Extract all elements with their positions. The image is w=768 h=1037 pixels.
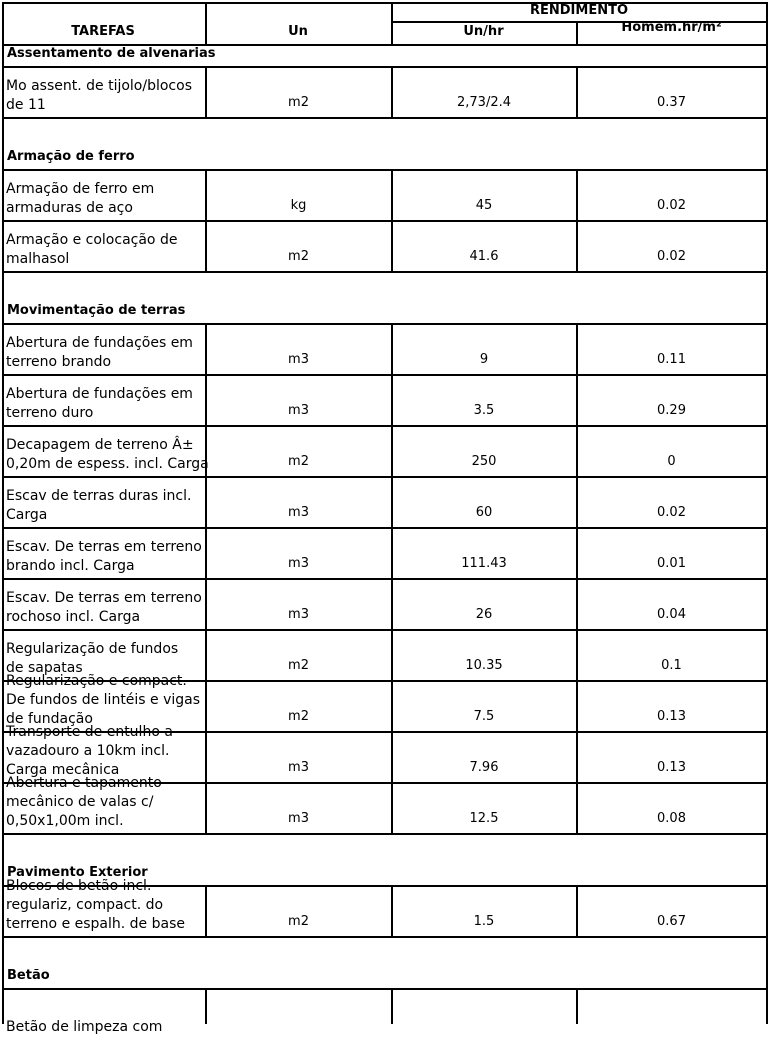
grid-line — [2, 117, 768, 119]
homem-hr-cell: 0.11 — [657, 352, 686, 367]
unit-cell: m2 — [288, 658, 309, 673]
grid-line — [205, 476, 207, 527]
grid-line — [205, 425, 207, 476]
header-tarefas: TAREFAS — [71, 24, 135, 39]
task-line: terreno e espalh. de base — [6, 916, 185, 932]
task-line: Carga — [6, 507, 48, 523]
section-title: Assentamento de alvenarias — [7, 46, 216, 61]
un-hr-cell: 111.43 — [461, 556, 507, 571]
grid-line — [205, 782, 207, 833]
grid-line — [576, 220, 578, 271]
grid-line — [205, 578, 207, 629]
grid-line — [2, 833, 768, 835]
task-line: Betão de limpeza com — [6, 1019, 163, 1035]
grid-line — [391, 629, 393, 680]
unit-cell: m3 — [288, 811, 309, 826]
un-hr-cell: 60 — [475, 505, 493, 520]
grid-line — [2, 936, 768, 938]
task-description — [2, 529, 204, 576]
grid-line — [391, 578, 393, 629]
task-description — [2, 171, 204, 218]
section-title: Armação de ferro — [7, 149, 135, 164]
task-line: Transporte de entulho a — [6, 724, 173, 740]
grid-line — [576, 21, 578, 44]
task-line: Regularização de fundos — [6, 641, 179, 657]
unit-cell: m3 — [288, 760, 309, 775]
task-description — [2, 427, 209, 474]
task-line: Escav. De terras em terreno — [6, 539, 202, 555]
header-un-hr: Un/hr — [463, 24, 504, 39]
task-line: Regularização e compact. — [6, 673, 187, 689]
task-description — [2, 631, 204, 678]
task-line: rochoso incl. Carga — [6, 609, 141, 625]
un-hr-cell: 9 — [479, 352, 489, 367]
task-line: Abertura e tapamento — [6, 775, 162, 791]
homem-hr-cell: 0.02 — [657, 198, 686, 213]
homem-hr-cell: 0.02 — [657, 505, 686, 520]
grid-line — [391, 323, 393, 374]
grid-line — [576, 476, 578, 527]
homem-hr-cell: 0.13 — [657, 709, 686, 724]
grid-line — [205, 66, 207, 117]
grid-line — [391, 885, 393, 936]
un-hr-cell: 1.5 — [473, 914, 495, 929]
grid-line — [391, 527, 393, 578]
grid-line — [576, 578, 578, 629]
grid-line — [576, 66, 578, 117]
grid-line — [391, 988, 393, 1024]
grid-line — [205, 374, 207, 425]
grid-line — [576, 988, 578, 1024]
homem-hr-cell — [578, 1017, 765, 1035]
grid-line — [391, 2, 393, 44]
grid-line — [205, 527, 207, 578]
un-hr-cell: 7.96 — [469, 760, 499, 775]
un-hr-cell: 41.6 — [469, 249, 499, 264]
grid-line — [576, 169, 578, 220]
task-line: Armação e colocação de — [6, 232, 178, 248]
section-title: Betão — [7, 968, 50, 983]
header-un: Un — [288, 24, 308, 39]
grid-line — [576, 782, 578, 833]
task-line: brando incl. Carga — [6, 558, 135, 574]
un-hr-cell — [393, 1017, 575, 1035]
unit-cell — [207, 1017, 390, 1035]
un-hr-cell: 3.5 — [473, 403, 495, 418]
grid-line — [205, 885, 207, 936]
unit-cell: m3 — [288, 607, 309, 622]
grid-line — [391, 66, 393, 117]
task-line: de fundação — [6, 711, 93, 727]
task-line: mecânico de valas c/ — [6, 794, 154, 810]
task-line: malhasol — [6, 251, 70, 267]
homem-hr-cell: 0.37 — [657, 95, 686, 110]
task-line: Carga mecânica — [6, 762, 120, 778]
header-rendimento: RENDIMENTO — [529, 3, 628, 18]
grid-line — [205, 629, 207, 680]
unit-cell: m2 — [288, 249, 309, 264]
grid-line — [205, 323, 207, 374]
task-line: Escav. De terras em terreno — [6, 590, 202, 606]
task-description — [2, 724, 204, 780]
homem-hr-cell: 0 — [667, 454, 676, 469]
grid-line — [205, 220, 207, 271]
grid-line — [2, 2, 768, 4]
grid-line — [576, 527, 578, 578]
task-line: De fundos de lintéis e vigas — [6, 692, 201, 708]
grid-line — [2, 271, 768, 273]
unit-cell: m2 — [288, 709, 309, 724]
unit-cell: kg — [290, 198, 307, 213]
task-description — [2, 478, 204, 525]
task-line: Abertura de fundações em — [6, 386, 193, 402]
task-line: Mo assent. de tijolo/blocos — [6, 78, 192, 94]
grid-line — [391, 425, 393, 476]
grid-line — [391, 169, 393, 220]
homem-hr-cell: 0.29 — [657, 403, 686, 418]
task-description — [2, 673, 204, 729]
grid-line — [391, 680, 393, 731]
unit-cell: m3 — [288, 352, 309, 367]
grid-line — [205, 731, 207, 782]
grid-line — [576, 374, 578, 425]
grid-line — [391, 21, 768, 23]
un-hr-cell: 7.5 — [473, 709, 495, 724]
grid-line — [205, 169, 207, 220]
task-description — [2, 775, 204, 831]
task-description — [2, 990, 204, 1037]
task-line: Blocos de betão incl. — [6, 878, 152, 894]
grid-line — [576, 885, 578, 936]
task-line: 0,20m de espess. incl. Carga — [6, 456, 209, 472]
un-hr-cell: 10.35 — [465, 658, 503, 673]
task-description — [2, 376, 204, 423]
grid-line — [391, 731, 393, 782]
task-line: de 11 — [6, 97, 46, 113]
grid-line — [2, 2, 4, 1024]
homem-hr-cell: 0.08 — [657, 811, 686, 826]
un-hr-cell: 2,73/2.4 — [457, 95, 511, 110]
unit-cell: m2 — [288, 454, 309, 469]
homem-hr-cell: 0.67 — [657, 914, 686, 929]
grid-line — [391, 782, 393, 833]
grid-line — [391, 374, 393, 425]
grid-line — [576, 731, 578, 782]
unit-cell: m2 — [288, 914, 309, 929]
homem-hr-cell: 0.04 — [657, 607, 686, 622]
unit-cell: m3 — [288, 403, 309, 418]
task-description — [2, 878, 204, 934]
grid-line — [205, 988, 207, 1024]
homem-hr-cell: 0.1 — [661, 658, 682, 673]
task-description — [2, 325, 204, 372]
task-line: Abertura de fundações em — [6, 335, 193, 351]
grid-line — [205, 2, 207, 44]
grid-line — [205, 680, 207, 731]
homem-hr-cell: 0.13 — [657, 760, 686, 775]
task-description — [2, 68, 204, 115]
section-title: Movimentação de terras — [7, 303, 186, 318]
section-title: Pavimento Exterior — [7, 865, 148, 880]
task-line: terreno duro — [6, 405, 94, 421]
task-line: regulariz, compact. do — [6, 897, 164, 913]
task-line: terreno brando — [6, 354, 112, 370]
un-hr-cell: 12.5 — [469, 811, 499, 826]
unit-cell: m2 — [288, 95, 309, 110]
homem-hr-cell: 0.02 — [657, 249, 686, 264]
unit-cell: m3 — [288, 556, 309, 571]
task-line: 0,50x1,00m incl. — [6, 813, 124, 829]
un-hr-cell: 45 — [475, 198, 493, 213]
un-hr-cell: 250 — [471, 454, 497, 469]
task-line: Armação de ferro em — [6, 181, 155, 197]
un-hr-cell: 26 — [475, 607, 493, 622]
task-line: Decapagem de terreno Â± — [6, 437, 194, 453]
task-description — [2, 580, 204, 627]
unit-cell: m3 — [288, 505, 309, 520]
task-line: vazadouro a 10km incl. — [6, 743, 170, 759]
task-description — [2, 222, 204, 269]
homem-hr-cell: 0.01 — [657, 556, 686, 571]
grid-line — [391, 476, 393, 527]
task-line: Escav de terras duras incl. — [6, 488, 192, 504]
header-homem-hr: Homem.hr/m² — [621, 20, 722, 35]
grid-line — [576, 629, 578, 680]
grid-line — [576, 680, 578, 731]
grid-line — [576, 323, 578, 374]
task-line: armaduras de aço — [6, 200, 133, 216]
task-line: de sapatas — [6, 660, 83, 676]
grid-line — [391, 220, 393, 271]
grid-line — [576, 425, 578, 476]
